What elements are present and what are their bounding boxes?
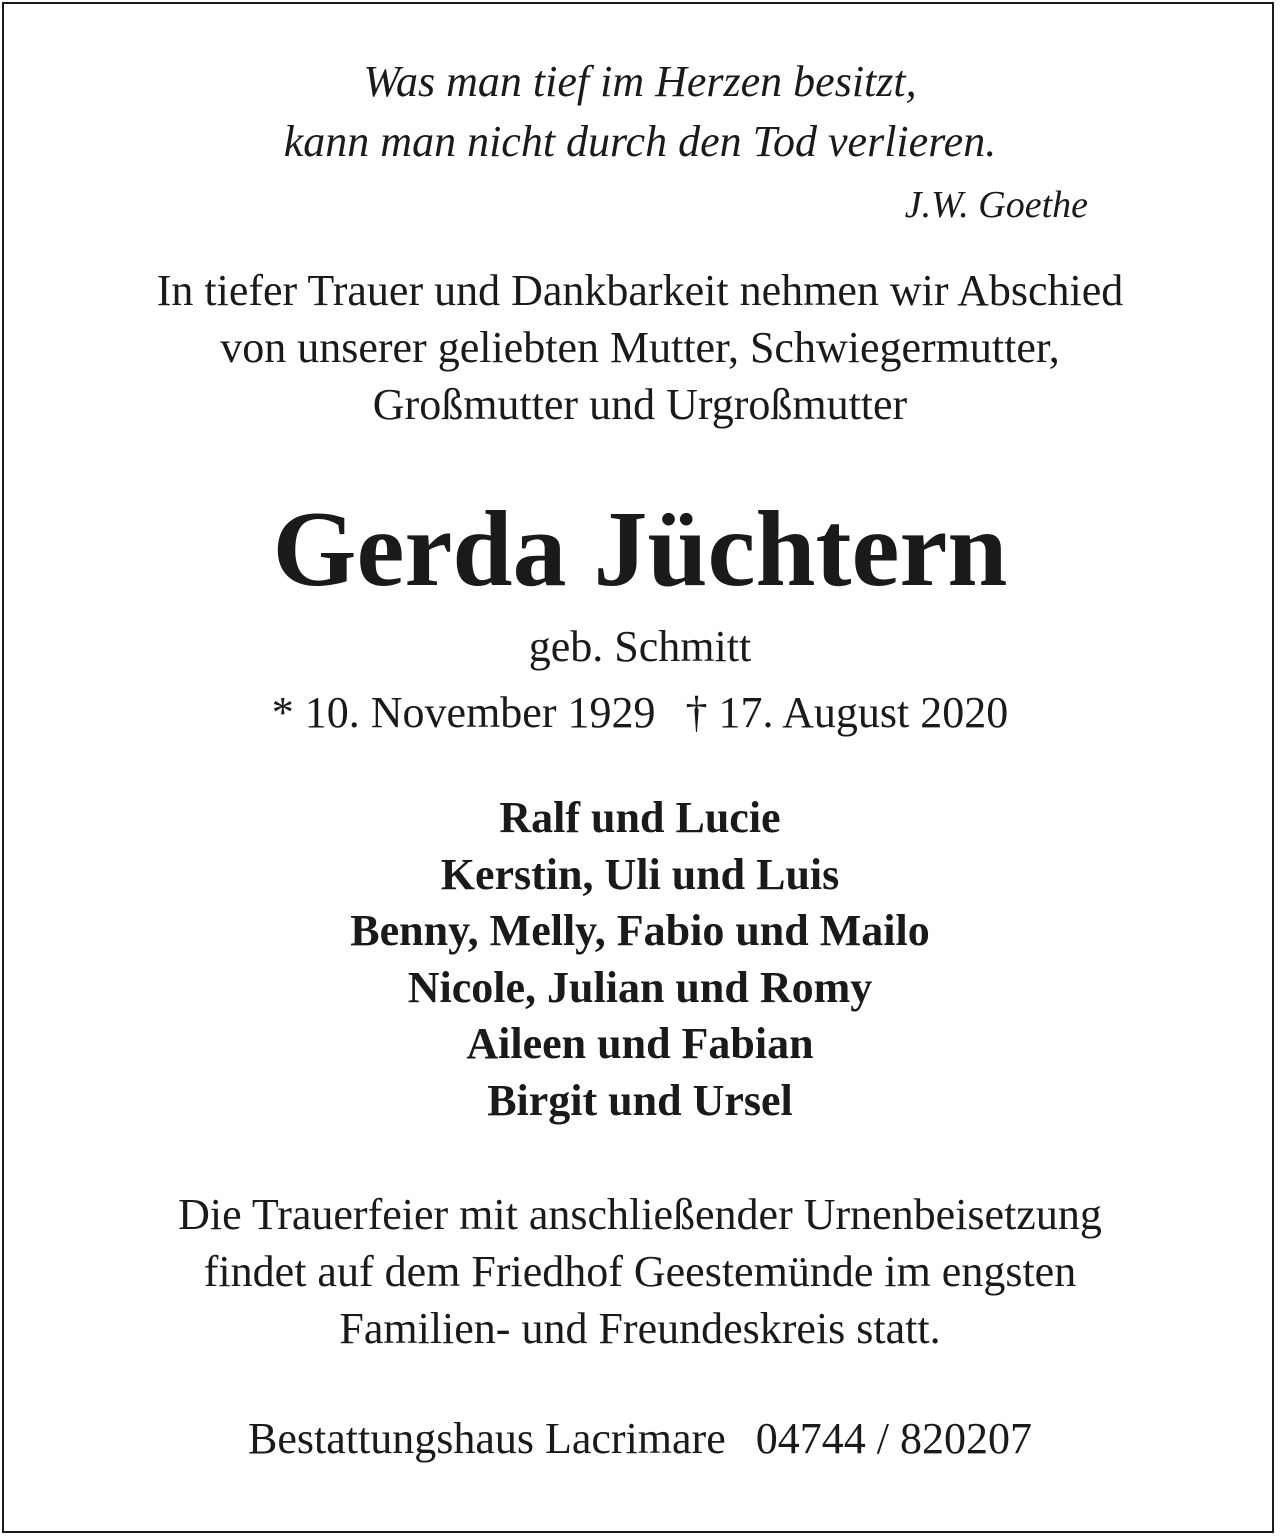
family-line: Birgit und Ursel bbox=[487, 1075, 793, 1125]
death-date: † 17. August 2020 bbox=[685, 688, 1009, 737]
funeral-line: findet auf dem Friedhof Geestemünde im engsten bbox=[203, 1247, 1077, 1296]
intro-text bbox=[0, 262, 1280, 433]
life-dates bbox=[0, 685, 1280, 741]
quote bbox=[0, 52, 1280, 172]
deceased-name: Gerda Jüchtern bbox=[272, 490, 1008, 609]
intro-line: In tiefer Trauer und Dankbarkeit nehmen wir Abschied bbox=[156, 266, 1124, 315]
family-line: Nicole, Julian und Romy bbox=[407, 962, 873, 1012]
quote-line: Was man tief im Herzen besitzt, bbox=[363, 57, 917, 106]
intro-line: Großmutter und Urgroßmutter bbox=[372, 380, 908, 429]
family-line: Aileen und Fabian bbox=[466, 1019, 814, 1068]
intro-line: von unserer geliebten Mutter, Schwiegermutter, bbox=[220, 323, 1060, 372]
undertaker-phone: 04744 / 820207 bbox=[755, 1414, 1032, 1463]
family-line: Ralf und Lucie bbox=[499, 793, 781, 842]
funeral-line: Familien- und Freundeskreis statt. bbox=[339, 1304, 941, 1353]
family-line: Kerstin, Uli und Luis bbox=[440, 849, 840, 899]
maiden-name: geb. Schmitt bbox=[528, 622, 752, 671]
funeral-info bbox=[0, 1186, 1280, 1357]
funeral-line: Die Trauerfeier mit anschließender Urnenbeisetzung bbox=[178, 1190, 1102, 1239]
undertaker-info bbox=[0, 1411, 1280, 1467]
quote-author: J.W. Goethe bbox=[904, 184, 1088, 226]
family-line: Benny, Melly, Fabio und Mailo bbox=[350, 906, 930, 955]
birth-date: * 10. November 1929 bbox=[271, 688, 656, 737]
quote-line: kann man nicht durch den Tod verlieren. bbox=[283, 117, 997, 166]
family-list bbox=[0, 790, 1280, 1129]
undertaker-name: Bestattungshaus Lacrimare bbox=[248, 1414, 726, 1463]
